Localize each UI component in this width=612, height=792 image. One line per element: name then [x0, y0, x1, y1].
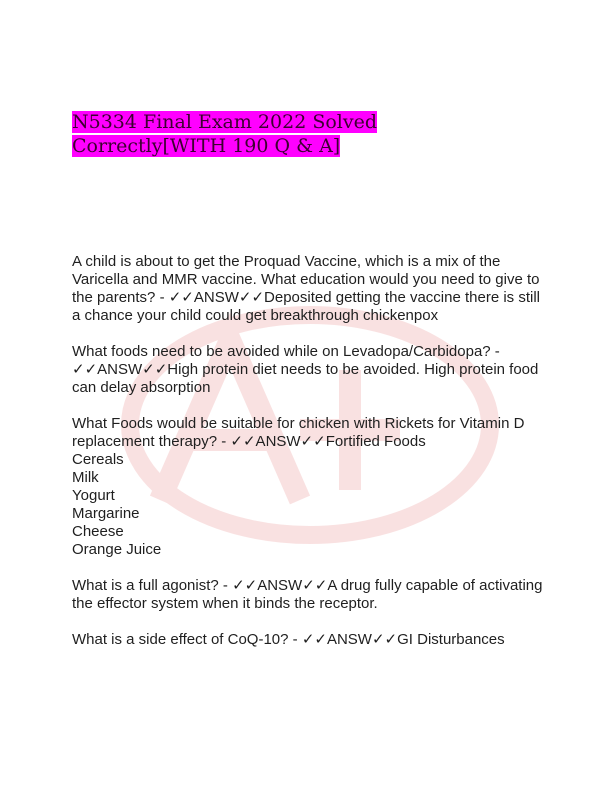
- answer-text: GI Disturbances: [397, 631, 505, 648]
- qa-item: [72, 577, 547, 613]
- answer-text: High protein diet needs to be avoided. High protein food can delay absorption: [72, 361, 539, 396]
- answer-text: Deposited getting the vaccine there is still a chance your child could get breakthrough chickenpox: [72, 289, 540, 324]
- answer-marker: - ✓✓ANSW✓✓: [217, 433, 326, 450]
- document-title: N5334 Final Exam 2022 Solved Correctly[WITH 190 Q & A]: [72, 111, 377, 157]
- answer-list-item: Margarine: [72, 505, 140, 522]
- answer-list-item: Orange Juice: [72, 541, 162, 558]
- answer-marker: - ✓✓ANSW✓✓: [155, 289, 265, 306]
- answer-marker: - ✓✓ANSW✓✓: [72, 343, 500, 378]
- qa-item: [72, 253, 547, 325]
- question-text: What is a side effect of CoQ-10?: [72, 631, 289, 648]
- qa-list: [72, 253, 547, 667]
- answer-text: A drug fully capable of activating the effector system when it binds the receptor.: [72, 577, 543, 612]
- qa-item: [72, 631, 547, 649]
- question-text: A child is about to get the Proquad Vaccine, which is a mix of the Varicella and MMR vaccine. What education would you need to give to the parents?: [72, 253, 540, 306]
- question-text: What foods need to be avoided while on Levadopa/Carbidopa?: [72, 343, 491, 360]
- answer-marker: - ✓✓ANSW✓✓: [218, 577, 328, 594]
- qa-item: [72, 415, 547, 559]
- qa-item: [72, 343, 547, 397]
- question-text: What is a full agonist?: [72, 577, 219, 594]
- answer-list-item: Yogurt: [72, 487, 115, 504]
- answer-list-item: Cereals: [72, 451, 124, 468]
- answer-text: Fortified Foods: [325, 433, 426, 450]
- answer-marker: - ✓✓ANSW✓✓: [288, 631, 398, 648]
- answer-list-item: Milk: [72, 469, 99, 486]
- question-text: What Foods would be suitable for chicken with Rickets for Vitamin D replacement therapy?: [72, 415, 525, 450]
- answer-list-item: Cheese: [72, 523, 124, 540]
